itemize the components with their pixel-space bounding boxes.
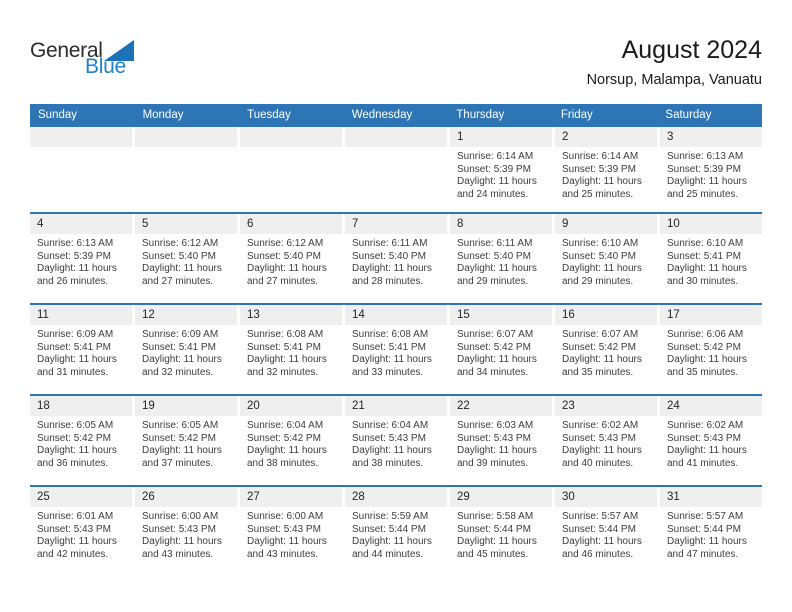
- day-cell-empty: [30, 127, 132, 212]
- sunrise-line: Sunrise: 6:12 AM: [142, 238, 219, 249]
- sunset-line: Sunset: 5:40 PM: [247, 250, 321, 262]
- sunset-line: Sunset: 5:40 PM: [562, 250, 636, 262]
- daylight-line-1: Daylight: 11 hours: [667, 176, 747, 188]
- daylight-line-2: and 36 minutes.: [37, 457, 109, 469]
- day-number-band: [240, 487, 342, 507]
- weekday-header-saturday: Saturday: [665, 108, 712, 121]
- sun-times: [555, 147, 657, 201]
- day-cell-22: [450, 396, 552, 485]
- daylight-line-2: and 35 minutes.: [562, 366, 634, 378]
- sun-times: [555, 507, 657, 561]
- week-row: [30, 212, 762, 303]
- day-number-band: [555, 214, 657, 234]
- day-cell-27: [240, 487, 342, 576]
- day-cell-20: [240, 396, 342, 485]
- sunset-line: Sunset: 5:39 PM: [562, 163, 636, 175]
- day-number-band: [135, 305, 237, 325]
- sunrise-line: Sunrise: 6:05 AM: [37, 420, 114, 431]
- day-cell-9: [555, 214, 657, 303]
- sunset-line: Sunset: 5:41 PM: [352, 341, 426, 353]
- day-cell-12: [135, 305, 237, 394]
- daylight-line-2: and 47 minutes.: [667, 548, 739, 560]
- day-cell-17: [660, 305, 762, 394]
- sunset-line: Sunset: 5:44 PM: [562, 523, 636, 535]
- day-cell-21: [345, 396, 447, 485]
- day-cell-30: [555, 487, 657, 576]
- daylight-line-2: and 25 minutes.: [667, 188, 739, 200]
- day-number-band: [30, 487, 132, 507]
- daylight-line-2: and 29 minutes.: [562, 275, 634, 287]
- logo-text-blue: Blue: [85, 55, 126, 78]
- day-cell-14: [345, 305, 447, 394]
- sun-times: [30, 507, 132, 561]
- day-number-band: [660, 305, 762, 325]
- title-block: [587, 36, 762, 88]
- daylight-line-2: and 31 minutes.: [37, 366, 109, 378]
- day-number: 29: [457, 491, 470, 503]
- daylight-line-1: Daylight: 11 hours: [142, 263, 222, 275]
- sunrise-line: Sunrise: 6:13 AM: [37, 238, 114, 249]
- day-cell-5: [135, 214, 237, 303]
- day-cell-8: [450, 214, 552, 303]
- sunset-line: Sunset: 5:43 PM: [37, 523, 111, 535]
- sunrise-line: Sunrise: 5:57 AM: [667, 511, 744, 522]
- day-number-band: [135, 396, 237, 416]
- daylight-line-1: Daylight: 11 hours: [457, 354, 537, 366]
- day-number-band: [345, 396, 447, 416]
- sunset-line: Sunset: 5:44 PM: [457, 523, 531, 535]
- day-number: 3: [667, 131, 674, 143]
- sunset-line: Sunset: 5:43 PM: [142, 523, 216, 535]
- day-number-band: [450, 305, 552, 325]
- day-cell-empty: [345, 127, 447, 212]
- daylight-line-1: Daylight: 11 hours: [562, 445, 642, 457]
- sun-times: [345, 234, 447, 288]
- sunset-line: Sunset: 5:44 PM: [667, 523, 741, 535]
- day-number: 27: [247, 491, 260, 503]
- daylight-line-1: Daylight: 11 hours: [457, 176, 537, 188]
- sunrise-line: Sunrise: 6:01 AM: [37, 511, 114, 522]
- sunrise-line: Sunrise: 6:13 AM: [667, 151, 744, 162]
- day-number-band: [30, 305, 132, 325]
- day-number-band: [660, 127, 762, 147]
- sunset-line: Sunset: 5:41 PM: [247, 341, 321, 353]
- sunrise-line: Sunrise: 6:14 AM: [562, 151, 639, 162]
- day-number-band: [555, 487, 657, 507]
- week-row: [30, 485, 762, 576]
- sunrise-line: Sunrise: 6:11 AM: [457, 238, 533, 249]
- daylight-line-1: Daylight: 11 hours: [457, 263, 537, 275]
- sunset-line: Sunset: 5:42 PM: [247, 432, 321, 444]
- day-number: 5: [142, 218, 149, 230]
- day-number-band: [345, 127, 447, 147]
- day-number: 19: [142, 400, 155, 412]
- day-number: 14: [352, 309, 365, 321]
- page-title: August 2024: [621, 36, 762, 64]
- daylight-line-1: Daylight: 11 hours: [37, 263, 117, 275]
- day-number-band: [555, 305, 657, 325]
- sunrise-line: Sunrise: 6:07 AM: [562, 329, 639, 340]
- sunrise-line: Sunrise: 6:00 AM: [247, 511, 324, 522]
- day-number-band: [555, 127, 657, 147]
- day-number: 18: [37, 400, 50, 412]
- sun-times: [555, 325, 657, 379]
- sunrise-line: Sunrise: 6:08 AM: [247, 329, 324, 340]
- day-number-band: [240, 127, 342, 147]
- sun-times: [660, 147, 762, 201]
- sunset-line: Sunset: 5:42 PM: [667, 341, 741, 353]
- daylight-line-2: and 30 minutes.: [667, 275, 739, 287]
- day-cell-empty: [135, 127, 237, 212]
- week-row: [30, 125, 762, 212]
- day-cell-1: [450, 127, 552, 212]
- day-number-band: [30, 214, 132, 234]
- sun-times: [240, 416, 342, 470]
- day-cell-25: [30, 487, 132, 576]
- calendar-weeks: [30, 125, 762, 576]
- day-number: 13: [247, 309, 260, 321]
- daylight-line-1: Daylight: 11 hours: [667, 354, 747, 366]
- day-number: 22: [457, 400, 470, 412]
- day-number-band: [450, 214, 552, 234]
- sunset-line: Sunset: 5:42 PM: [457, 341, 531, 353]
- daylight-line-1: Daylight: 11 hours: [562, 263, 642, 275]
- sunset-line: Sunset: 5:41 PM: [142, 341, 216, 353]
- sunset-line: Sunset: 5:41 PM: [667, 250, 741, 262]
- sun-times: [660, 234, 762, 288]
- day-number-band: [450, 396, 552, 416]
- daylight-line-1: Daylight: 11 hours: [352, 263, 432, 275]
- day-cell-28: [345, 487, 447, 576]
- day-cell-7: [345, 214, 447, 303]
- day-cell-13: [240, 305, 342, 394]
- day-cell-26: [135, 487, 237, 576]
- sun-times: [240, 325, 342, 379]
- day-number: 25: [37, 491, 50, 503]
- day-number: 26: [142, 491, 155, 503]
- day-cell-4: [30, 214, 132, 303]
- day-number: 16: [562, 309, 575, 321]
- sun-times: [660, 416, 762, 470]
- sunset-line: Sunset: 5:39 PM: [667, 163, 741, 175]
- day-cell-3: [660, 127, 762, 212]
- sunset-line: Sunset: 5:43 PM: [352, 432, 426, 444]
- sunrise-line: Sunrise: 6:14 AM: [457, 151, 534, 162]
- day-number-band: [450, 127, 552, 147]
- sunrise-line: Sunrise: 6:11 AM: [352, 238, 428, 249]
- day-number-band: [135, 487, 237, 507]
- daylight-line-2: and 41 minutes.: [667, 457, 739, 469]
- daylight-line-1: Daylight: 11 hours: [37, 445, 117, 457]
- daylight-line-2: and 26 minutes.: [37, 275, 109, 287]
- day-number: 2: [562, 131, 569, 143]
- sun-times: [450, 507, 552, 561]
- daylight-line-2: and 39 minutes.: [457, 457, 529, 469]
- sunrise-line: Sunrise: 6:09 AM: [37, 329, 114, 340]
- daylight-line-2: and 28 minutes.: [352, 275, 424, 287]
- day-number-band: [135, 214, 237, 234]
- daylight-line-1: Daylight: 11 hours: [352, 536, 432, 548]
- day-cell-18: [30, 396, 132, 485]
- sunrise-line: Sunrise: 6:00 AM: [142, 511, 219, 522]
- day-number-band: [450, 487, 552, 507]
- sun-times: [555, 234, 657, 288]
- daylight-line-2: and 38 minutes.: [247, 457, 319, 469]
- daylight-line-1: Daylight: 11 hours: [457, 445, 537, 457]
- sun-times: [450, 234, 552, 288]
- daylight-line-2: and 32 minutes.: [247, 366, 319, 378]
- sunset-line: Sunset: 5:42 PM: [142, 432, 216, 444]
- sunset-line: Sunset: 5:43 PM: [457, 432, 531, 444]
- day-number-band: [345, 214, 447, 234]
- sun-times: [450, 147, 552, 201]
- weekday-header-monday: Monday: [142, 108, 184, 121]
- sun-times: [30, 416, 132, 470]
- sunset-line: Sunset: 5:42 PM: [37, 432, 111, 444]
- daylight-line-1: Daylight: 11 hours: [562, 536, 642, 548]
- sunrise-line: Sunrise: 6:02 AM: [562, 420, 639, 431]
- sun-times: [660, 507, 762, 561]
- sun-times: [450, 325, 552, 379]
- sunrise-line: Sunrise: 6:05 AM: [142, 420, 219, 431]
- weekday-header-friday: Friday: [560, 108, 593, 121]
- daylight-line-1: Daylight: 11 hours: [667, 445, 747, 457]
- day-cell-6: [240, 214, 342, 303]
- daylight-line-2: and 45 minutes.: [457, 548, 529, 560]
- daylight-line-2: and 44 minutes.: [352, 548, 424, 560]
- day-number-band: [240, 305, 342, 325]
- daylight-line-1: Daylight: 11 hours: [457, 536, 537, 548]
- day-cell-23: [555, 396, 657, 485]
- sunrise-line: Sunrise: 6:09 AM: [142, 329, 219, 340]
- sunset-line: Sunset: 5:40 PM: [352, 250, 426, 262]
- day-number-band: [660, 396, 762, 416]
- sunrise-line: Sunrise: 6:10 AM: [562, 238, 639, 249]
- sunset-line: Sunset: 5:43 PM: [667, 432, 741, 444]
- day-cell-31: [660, 487, 762, 576]
- day-number: 7: [352, 218, 359, 230]
- day-cell-empty: [240, 127, 342, 212]
- daylight-line-2: and 34 minutes.: [457, 366, 529, 378]
- daylight-line-2: and 42 minutes.: [37, 548, 109, 560]
- sunrise-line: Sunrise: 5:57 AM: [562, 511, 639, 522]
- day-number: 17: [667, 309, 680, 321]
- sunrise-line: Sunrise: 6:02 AM: [667, 420, 744, 431]
- sunset-line: Sunset: 5:42 PM: [562, 341, 636, 353]
- week-row: [30, 394, 762, 485]
- sun-times: [135, 325, 237, 379]
- weekday-header-thursday: Thursday: [456, 108, 505, 121]
- sun-times: [30, 234, 132, 288]
- weekday-header-wednesday: Wednesday: [351, 108, 413, 121]
- sun-times: [345, 325, 447, 379]
- daylight-line-2: and 29 minutes.: [457, 275, 529, 287]
- daylight-line-2: and 43 minutes.: [142, 548, 214, 560]
- sunrise-line: Sunrise: 6:04 AM: [247, 420, 324, 431]
- daylight-line-2: and 37 minutes.: [142, 457, 214, 469]
- day-cell-19: [135, 396, 237, 485]
- general-blue-logo: [30, 40, 140, 76]
- sunrise-line: Sunrise: 6:07 AM: [457, 329, 534, 340]
- day-number-band: [660, 214, 762, 234]
- daylight-line-2: and 40 minutes.: [562, 457, 634, 469]
- weekday-header-sunday: Sunday: [38, 108, 78, 121]
- day-number-band: [30, 127, 132, 147]
- day-cell-24: [660, 396, 762, 485]
- day-number: 9: [562, 218, 569, 230]
- calendar-grid: [30, 104, 762, 576]
- daylight-line-1: Daylight: 11 hours: [247, 536, 327, 548]
- sunrise-line: Sunrise: 5:58 AM: [457, 511, 534, 522]
- sunset-line: Sunset: 5:40 PM: [457, 250, 531, 262]
- location-subtitle: Norsup, Malampa, Vanuatu: [586, 72, 762, 88]
- weekday-header-tuesday: Tuesday: [247, 108, 291, 121]
- daylight-line-1: Daylight: 11 hours: [142, 354, 222, 366]
- day-number: 4: [37, 218, 44, 230]
- sunrise-line: Sunrise: 6:08 AM: [352, 329, 429, 340]
- sun-times: [135, 234, 237, 288]
- day-number-band: [555, 396, 657, 416]
- sunrise-line: Sunrise: 6:04 AM: [352, 420, 429, 431]
- daylight-line-1: Daylight: 11 hours: [247, 263, 327, 275]
- sun-times: [135, 507, 237, 561]
- sun-times: [30, 325, 132, 379]
- daylight-line-2: and 32 minutes.: [142, 366, 214, 378]
- daylight-line-2: and 33 minutes.: [352, 366, 424, 378]
- sunrise-line: Sunrise: 6:12 AM: [247, 238, 324, 249]
- sun-times: [660, 325, 762, 379]
- day-number-band: [660, 487, 762, 507]
- sunset-line: Sunset: 5:41 PM: [37, 341, 111, 353]
- sunset-line: Sunset: 5:43 PM: [562, 432, 636, 444]
- sunrise-line: Sunrise: 6:10 AM: [667, 238, 744, 249]
- day-cell-10: [660, 214, 762, 303]
- daylight-line-1: Daylight: 11 hours: [37, 536, 117, 548]
- daylight-line-1: Daylight: 11 hours: [142, 536, 222, 548]
- daylight-line-1: Daylight: 11 hours: [562, 354, 642, 366]
- day-number: 21: [352, 400, 365, 412]
- day-number: 24: [667, 400, 680, 412]
- daylight-line-1: Daylight: 11 hours: [667, 263, 747, 275]
- day-number: 15: [457, 309, 470, 321]
- sun-times: [345, 507, 447, 561]
- sun-times: [240, 234, 342, 288]
- sunset-line: Sunset: 5:43 PM: [247, 523, 321, 535]
- daylight-line-1: Daylight: 11 hours: [352, 354, 432, 366]
- day-number: 10: [667, 218, 680, 230]
- daylight-line-1: Daylight: 11 hours: [247, 354, 327, 366]
- sun-times: [240, 507, 342, 561]
- daylight-line-2: and 25 minutes.: [562, 188, 634, 200]
- day-cell-15: [450, 305, 552, 394]
- day-number: 31: [667, 491, 680, 503]
- day-cell-16: [555, 305, 657, 394]
- daylight-line-2: and 24 minutes.: [457, 188, 529, 200]
- day-number: 6: [247, 218, 254, 230]
- weekday-header-row: [30, 104, 762, 125]
- logo-text-general: General: [30, 39, 103, 62]
- sunset-line: Sunset: 5:44 PM: [352, 523, 426, 535]
- sunrise-line: Sunrise: 5:59 AM: [352, 511, 429, 522]
- day-number-band: [135, 127, 237, 147]
- day-number: 8: [457, 218, 464, 230]
- daylight-line-2: and 46 minutes.: [562, 548, 634, 560]
- day-number: 23: [562, 400, 575, 412]
- day-number: 28: [352, 491, 365, 503]
- daylight-line-1: Daylight: 11 hours: [667, 536, 747, 548]
- daylight-line-1: Daylight: 11 hours: [352, 445, 432, 457]
- daylight-line-2: and 27 minutes.: [247, 275, 319, 287]
- sunrise-line: Sunrise: 6:06 AM: [667, 329, 744, 340]
- day-number: 20: [247, 400, 260, 412]
- sun-times: [450, 416, 552, 470]
- sun-times: [345, 416, 447, 470]
- sunset-line: Sunset: 5:39 PM: [457, 163, 531, 175]
- sun-times: [555, 416, 657, 470]
- sunset-line: Sunset: 5:39 PM: [37, 250, 111, 262]
- day-number-band: [240, 214, 342, 234]
- day-number-band: [240, 396, 342, 416]
- day-number: 30: [562, 491, 575, 503]
- daylight-line-1: Daylight: 11 hours: [247, 445, 327, 457]
- daylight-line-2: and 38 minutes.: [352, 457, 424, 469]
- day-number: 11: [37, 309, 49, 321]
- day-number-band: [345, 487, 447, 507]
- daylight-line-2: and 43 minutes.: [247, 548, 319, 560]
- daylight-line-2: and 35 minutes.: [667, 366, 739, 378]
- daylight-line-1: Daylight: 11 hours: [562, 176, 642, 188]
- daylight-line-1: Daylight: 11 hours: [142, 445, 222, 457]
- day-number: 1: [457, 131, 464, 143]
- day-number-band: [30, 396, 132, 416]
- day-cell-2: [555, 127, 657, 212]
- sunset-line: Sunset: 5:40 PM: [142, 250, 216, 262]
- sunrise-line: Sunrise: 6:03 AM: [457, 420, 534, 431]
- week-row: [30, 303, 762, 394]
- day-cell-29: [450, 487, 552, 576]
- day-number: 12: [142, 309, 155, 321]
- day-cell-11: [30, 305, 132, 394]
- day-number-band: [345, 305, 447, 325]
- daylight-line-2: and 27 minutes.: [142, 275, 214, 287]
- sun-times: [135, 416, 237, 470]
- daylight-line-1: Daylight: 11 hours: [37, 354, 117, 366]
